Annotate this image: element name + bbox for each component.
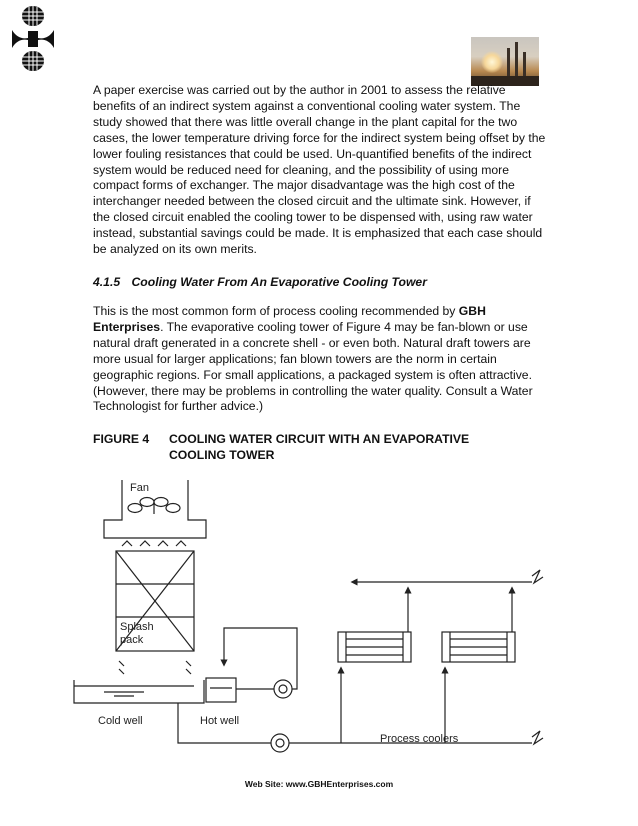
cold-well-pump	[271, 734, 289, 752]
paragraph-text: . The evaporative cooling tower of Figure 4 may be fan-blown or use natural draft generated in a concrete shell - or even both. Natural draft towers are more usual for larger applications; fan blown towers are the norm in certain geographic regions. For small applications, a packaged system is often attractive. (However, there may be problems in controlling the water quality. Consult a Water Technologist for further advice.)	[93, 319, 533, 414]
body-paragraph-2	[93, 304, 547, 415]
section-title: Cooling Water From An Evaporative Cooling Tower	[131, 275, 427, 289]
hot-well	[206, 678, 236, 702]
fan-icon	[128, 498, 180, 515]
cooling-water-circuit-diagram	[64, 466, 564, 758]
hot-well-label: Hot well	[200, 715, 240, 727]
figure-title: COOLING WATER CIRCUIT WITH AN EVAPORATIVE COOLING TOWER	[169, 432, 470, 462]
company-logo	[8, 4, 58, 74]
section-number: 4.1.5	[93, 275, 121, 289]
pack-label: pack	[120, 634, 144, 646]
industrial-plant-photo	[471, 37, 539, 86]
company-name: GBH Enterprises	[93, 304, 486, 334]
hot-well-pump	[274, 680, 292, 698]
footer-website: Web Site: www.GBHEnterprises.com	[244, 779, 394, 789]
fan-label: Fan	[130, 482, 149, 494]
process-cooler-1	[338, 632, 411, 662]
section-heading	[93, 275, 427, 289]
process-cooler-2	[442, 632, 515, 662]
cold-well-label: Cold well	[98, 715, 143, 727]
paragraph-text: This is the most common form of process cooling recommended by	[93, 304, 459, 318]
process-coolers-label: Process coolers	[380, 733, 459, 745]
splash-label: Splash	[120, 621, 154, 633]
cooling-tower-shell	[104, 480, 206, 538]
figure-number: FIGURE 4	[93, 432, 150, 446]
body-paragraph-1: A paper exercise was carried out by the author in 2001 to assess the relative benefits of an indirect system against a conventional cooling water system. The study showed that there was little overall change in the plant capital for the two cases, the lower temperature driving force for the indirect system being offset by the lower fouling resistances that could be used. Un-quantified benefits of the indirect system would be reduced need for cleaning, and the possibility of using more compact forms of exchanger. The major disadvantage was the high cost of the interchanger needed between the closed circuit and the ultimate sink. However, if the closed circuit enabled the cooling tower to be dispensed with, using raw water instead, substantial savings could be made. It is emphasized that each case should be analyzed on its own merits.	[93, 83, 546, 257]
